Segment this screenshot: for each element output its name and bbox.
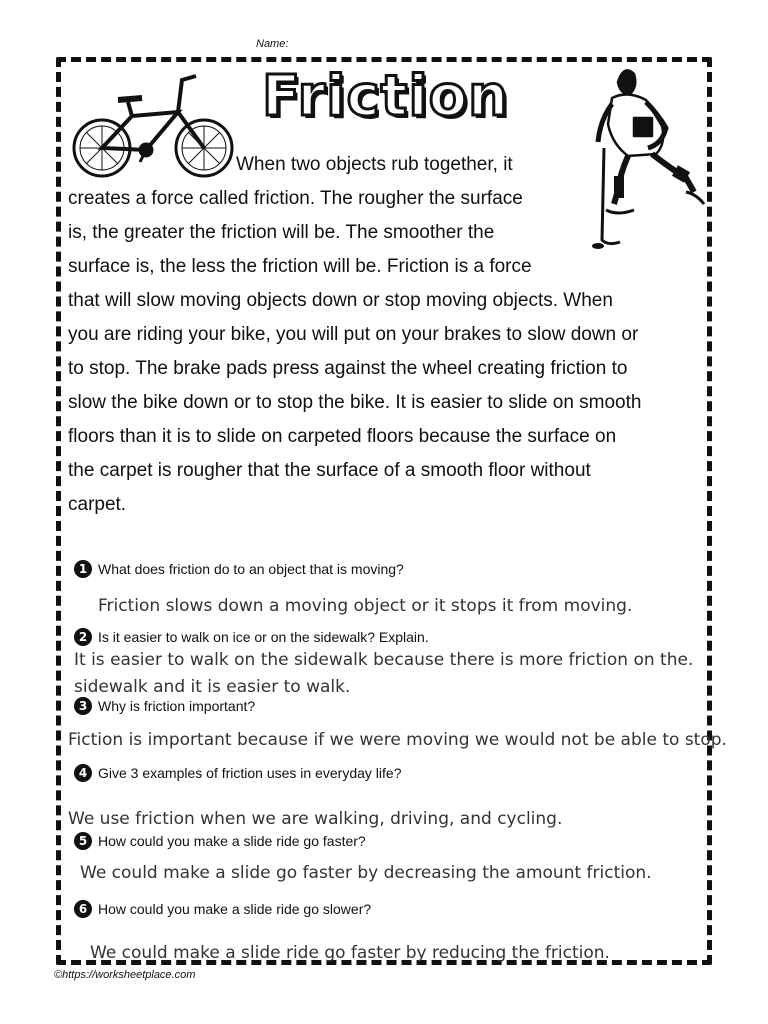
name-label: Name: — [256, 38, 289, 50]
passage-line: that will slow moving objects down or stop moving objects. When — [68, 290, 613, 311]
question-3 — [74, 697, 255, 715]
passage-line: you are riding your bike, you will put on your brakes to slow down or — [68, 324, 639, 345]
reading-passage — [68, 148, 708, 522]
answer-2-line-2: sidewalk and it is easier to walk. — [74, 677, 351, 697]
question-number-badge: 1 — [74, 560, 92, 578]
passage-line: surface is, the less the friction will be. Friction is a force — [68, 256, 532, 277]
question-number-badge: 6 — [74, 900, 92, 918]
answer-2-line-1: It is easier to walk on the sidewalk because there is more friction on the. — [74, 650, 694, 670]
copyright-footer: ©https://worksheetplace.com — [54, 969, 196, 981]
question-4 — [74, 764, 401, 782]
question-number-badge: 5 — [74, 832, 92, 850]
answer-4: We use friction when we are walking, driving, and cycling. — [68, 809, 563, 829]
question-5 — [74, 832, 366, 850]
passage-line: When two objects rub together, it — [236, 154, 513, 175]
passage-line: to stop. The brake pads press against the wheel creating friction to — [68, 358, 628, 379]
question-text: Is it easier to walk on ice or on the sidewalk? Explain. — [98, 629, 429, 645]
answer-6: We could make a slide ride go faster by reducing the friction. — [90, 943, 610, 963]
worksheet-title: Friction — [262, 64, 509, 129]
passage-line: slow the bike down or to stop the bike. It is easier to slide on smooth — [68, 392, 642, 413]
question-2 — [74, 628, 429, 646]
answer-1: Friction slows down a moving object or it stops it from moving. — [98, 596, 633, 616]
question-text: How could you make a slide ride go faster? — [98, 833, 366, 849]
question-number-badge: 3 — [74, 697, 92, 715]
passage-line: floors than it is to slide on carpeted floors because the surface on — [68, 426, 617, 447]
answer-5: We could make a slide go faster by decreasing the amount friction. — [80, 863, 652, 883]
question-text: Why is friction important? — [98, 698, 256, 714]
passage-line: the carpet is rougher that the surface of a smooth floor without — [68, 460, 591, 481]
question-1 — [74, 560, 404, 578]
passage-line: carpet. — [68, 494, 127, 515]
question-6 — [74, 900, 371, 918]
question-number-badge: 4 — [74, 764, 92, 782]
question-text: Give 3 examples of friction uses in everyday life? — [98, 765, 402, 781]
question-number-badge: 2 — [74, 628, 92, 646]
passage-line: creates a force called friction. The rougher the surface — [68, 188, 523, 209]
question-text: How could you make a slide ride go slower? — [98, 901, 372, 917]
passage-line: is, the greater the friction will be. The smoother the — [68, 222, 495, 243]
answer-3: Fiction is important because if we were moving we would not be able to stop. — [68, 730, 727, 750]
question-text: What does friction do to an object that is moving? — [98, 561, 404, 577]
